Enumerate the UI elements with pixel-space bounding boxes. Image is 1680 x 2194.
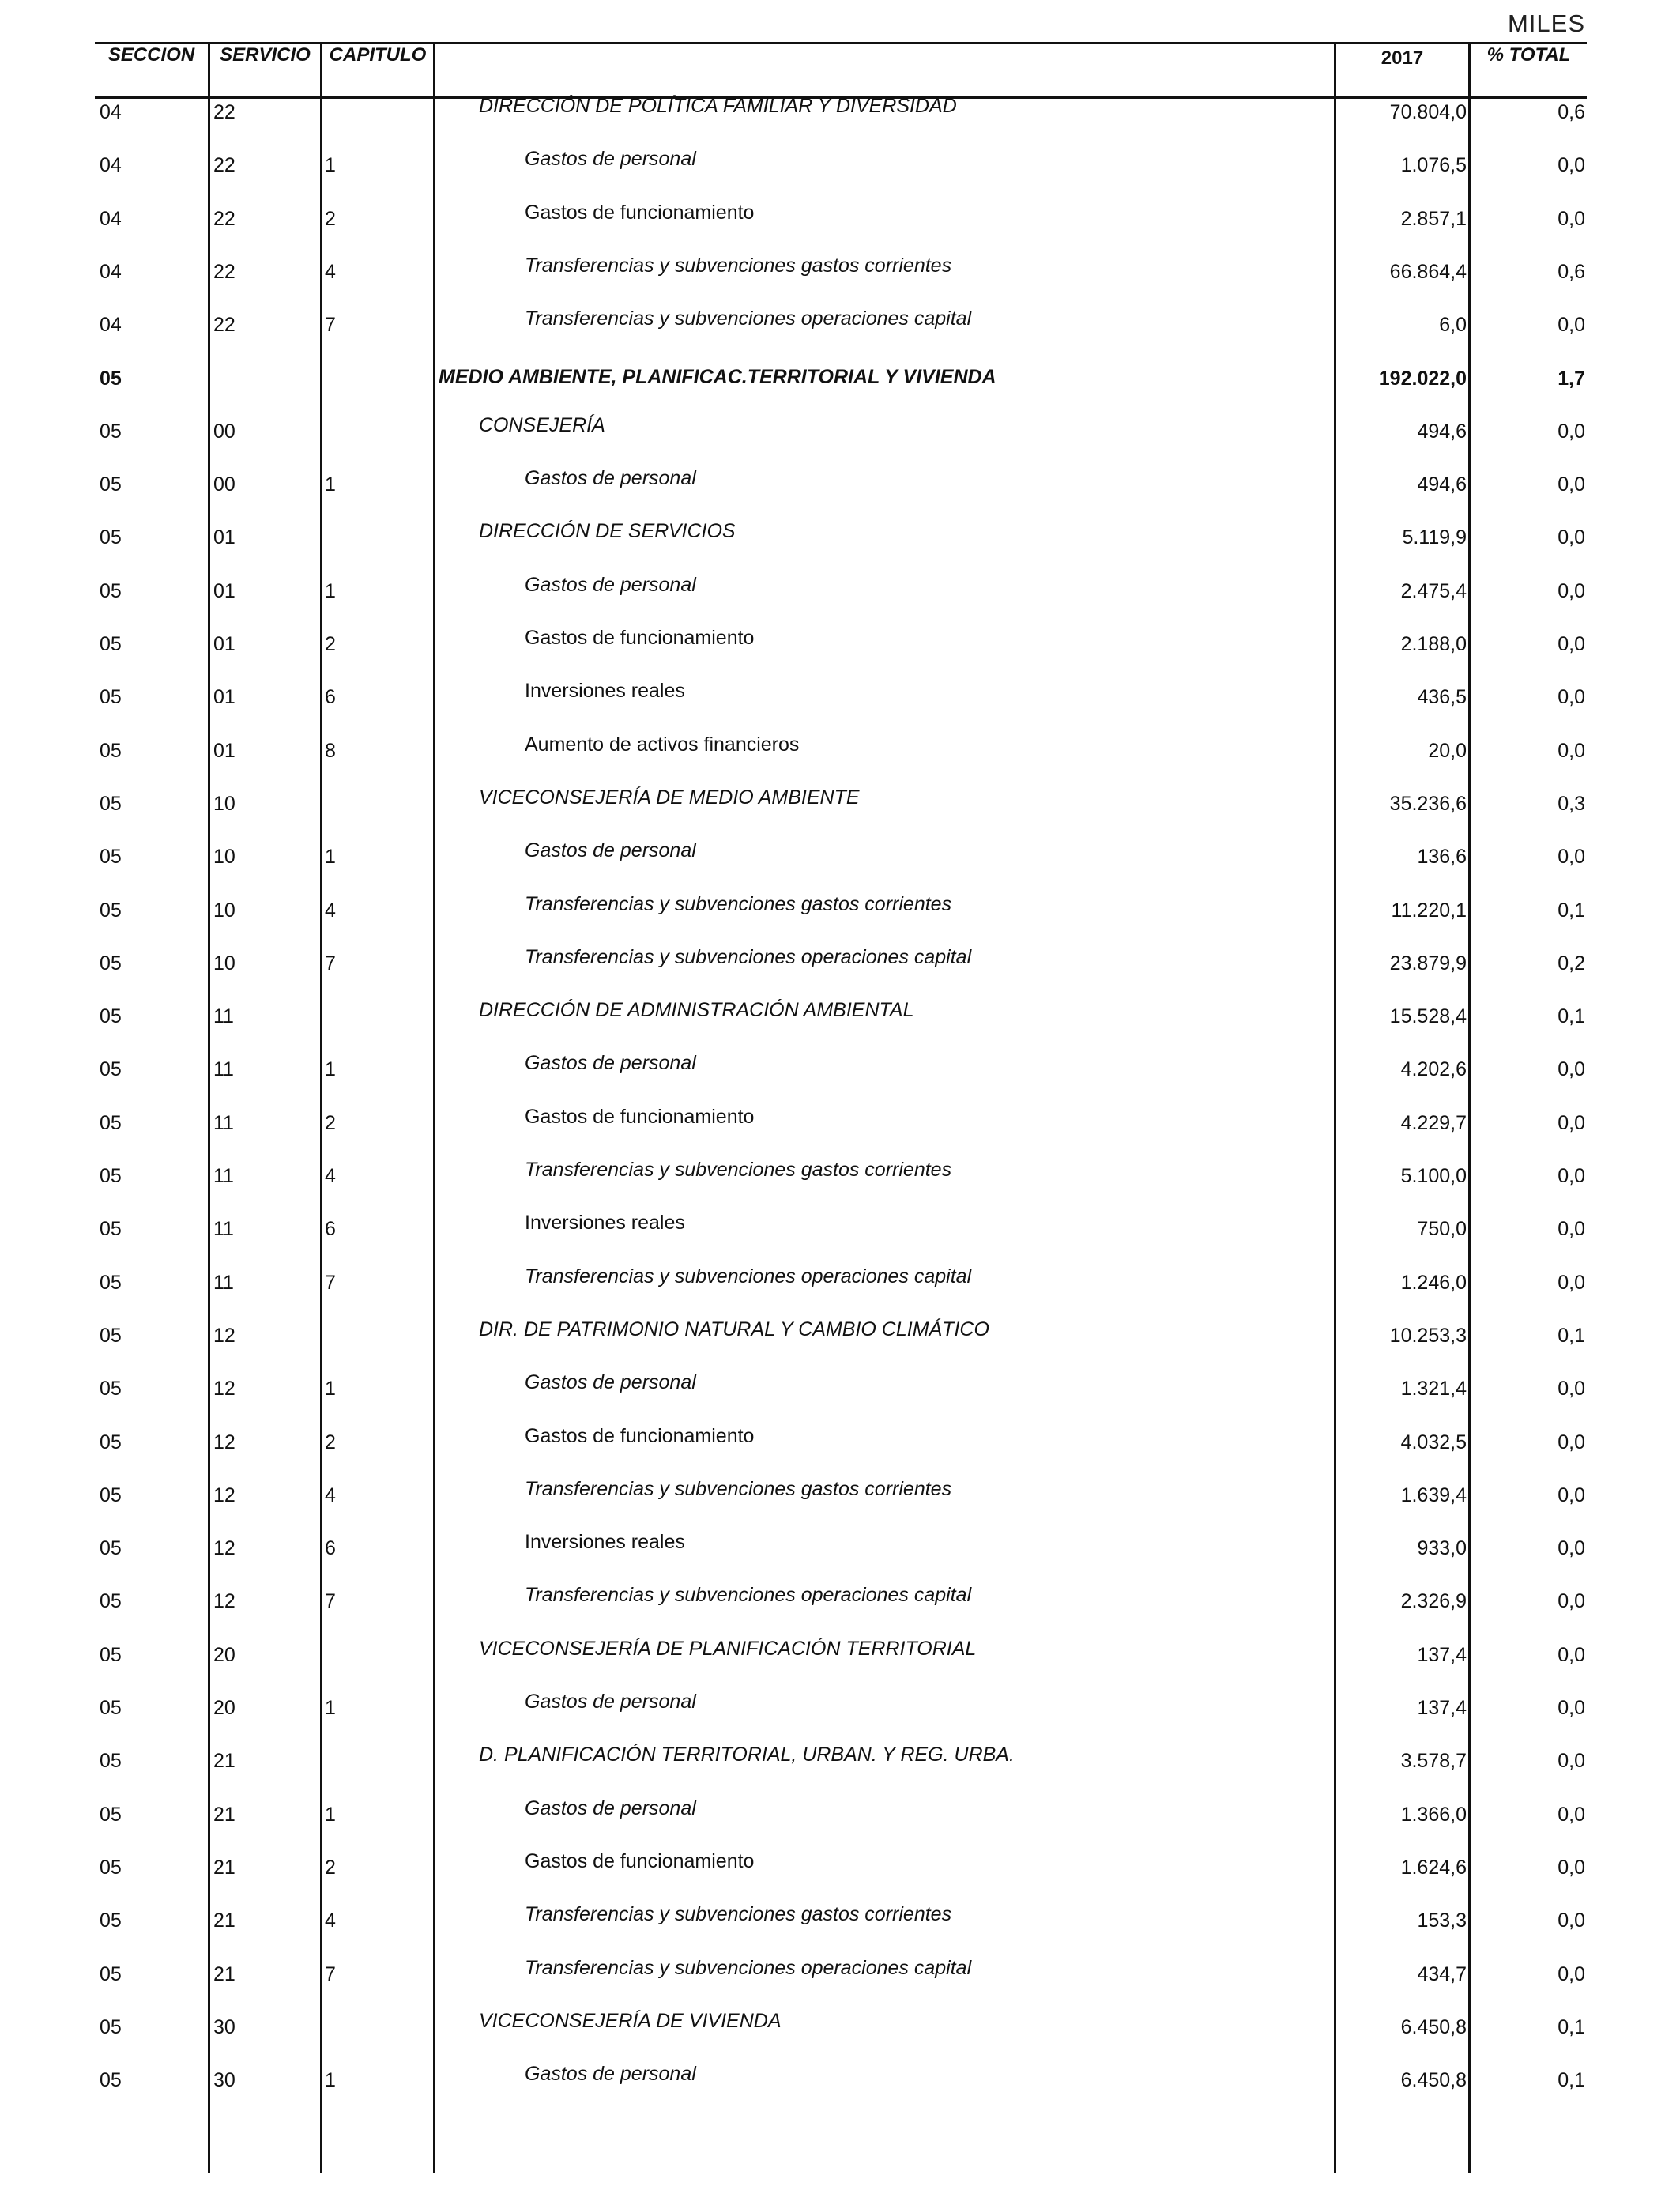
table-row: [0, 1472, 1680, 1525]
servicio-cell: 01: [213, 579, 235, 602]
seccion-cell: 05: [100, 633, 122, 655]
servicio-cell: 12: [213, 1590, 235, 1613]
pct-cell: 0,1: [1558, 1005, 1585, 1028]
description-cell: Gastos de personal: [525, 467, 696, 490]
capitulo-cell: 1: [325, 846, 336, 869]
amount-cell: 2.857,1: [1400, 207, 1467, 230]
amount-cell: 2.326,9: [1400, 1590, 1467, 1613]
table-row: [0, 1365, 1680, 1418]
pct-cell: 0,1: [1558, 899, 1585, 922]
header-capitulo: CAPITULO: [329, 44, 427, 66]
seccion-cell: 05: [100, 1590, 122, 1613]
seccion-cell: 05: [100, 1165, 122, 1187]
pct-cell: 0,0: [1558, 420, 1585, 443]
table-row: [0, 1684, 1680, 1737]
amount-cell: 3.578,7: [1400, 1750, 1467, 1773]
header-year: 2017: [1381, 47, 1424, 69]
seccion-cell: 05: [100, 2069, 122, 2092]
description-cell: Gastos de funcionamiento: [525, 627, 755, 649]
table-row: [0, 1951, 1680, 2004]
header-servicio: SERVICIO: [220, 44, 311, 66]
header-seccion: SECCION: [107, 44, 195, 66]
table-row: [0, 2056, 1680, 2109]
description-cell: VICECONSEJERÍA DE PLANIFICACIÓN TERRITORIAL: [479, 1637, 977, 1660]
amount-cell: 1.246,0: [1400, 1271, 1467, 1294]
amount-cell: 70.804,0: [1389, 101, 1467, 123]
capitulo-cell: 6: [325, 1218, 336, 1241]
seccion-cell: 05: [100, 1483, 122, 1506]
pct-cell: 0,0: [1558, 686, 1585, 709]
table-row: [0, 1525, 1680, 1578]
servicio-cell: 00: [213, 420, 235, 443]
table-row: [0, 2004, 1680, 2056]
capitulo-cell: 2: [325, 207, 336, 230]
capitulo-cell: 6: [325, 1537, 336, 1560]
amount-cell: 153,3: [1417, 1909, 1467, 1932]
capitulo-cell: 4: [325, 1909, 336, 1932]
table-row: [0, 727, 1680, 780]
amount-cell: 66.864,4: [1389, 260, 1467, 283]
description-cell: Gastos de personal: [525, 573, 696, 596]
servicio-cell: 30: [213, 2015, 235, 2038]
pct-cell: 1,7: [1558, 367, 1585, 390]
seccion-cell: 04: [100, 101, 122, 123]
pct-cell: 0,6: [1558, 101, 1585, 123]
description-cell: Gastos de personal: [525, 148, 696, 171]
capitulo-cell: 1: [325, 579, 336, 602]
servicio-cell: 12: [213, 1324, 235, 1347]
seccion-cell: 04: [100, 260, 122, 283]
table-row: [0, 887, 1680, 940]
capitulo-cell: 6: [325, 686, 336, 709]
description-cell: Gastos de funcionamiento: [525, 1424, 755, 1447]
amount-cell: 494,6: [1417, 420, 1467, 443]
description-cell: Gastos de personal: [525, 1052, 696, 1075]
servicio-cell: 22: [213, 101, 235, 123]
servicio-cell: 21: [213, 1909, 235, 1932]
amount-cell: 1.076,5: [1400, 154, 1467, 177]
servicio-cell: 12: [213, 1431, 235, 1453]
pct-cell: 0,0: [1558, 1483, 1585, 1506]
capitulo-cell: 7: [325, 952, 336, 974]
table-row: [0, 248, 1680, 301]
pct-cell: 0,0: [1558, 314, 1585, 337]
capitulo-cell: 1: [325, 2069, 336, 2092]
description-cell: VICECONSEJERÍA DE MEDIO AMBIENTE: [479, 786, 860, 809]
seccion-cell: 05: [100, 1218, 122, 1241]
servicio-cell: 12: [213, 1483, 235, 1506]
table-row: [0, 461, 1680, 514]
servicio-cell: 12: [213, 1537, 235, 1560]
description-cell: Transferencias y subvenciones gastos corrientes: [525, 254, 952, 277]
description-cell: DIR. DE PATRIMONIO NATURAL Y CAMBIO CLIMÁTICO: [479, 1318, 989, 1340]
table-row: [0, 514, 1680, 567]
amount-cell: 750,0: [1417, 1218, 1467, 1241]
description-cell: Gastos de personal: [525, 1371, 696, 1394]
seccion-cell: 05: [100, 1271, 122, 1294]
description-cell: Inversiones reales: [525, 1212, 685, 1235]
amount-cell: 6,0: [1439, 314, 1467, 337]
seccion-cell: 05: [100, 1324, 122, 1347]
seccion-cell: 05: [100, 1643, 122, 1666]
capitulo-cell: 2: [325, 1111, 336, 1134]
capitulo-cell: 7: [325, 314, 336, 337]
seccion-cell: 05: [100, 1005, 122, 1028]
table-row: [0, 1578, 1680, 1630]
table-row: [0, 1099, 1680, 1152]
pct-cell: 0,1: [1558, 2069, 1585, 2092]
capitulo-cell: 1: [325, 1378, 336, 1400]
capitulo-cell: 2: [325, 1856, 336, 1879]
capitulo-cell: 1: [325, 1803, 336, 1826]
description-cell: DIRECCIÓN DE POLÍTICA FAMILIAR Y DIVERSIDAD: [479, 95, 957, 117]
pct-cell: 0,1: [1558, 2015, 1585, 2038]
pct-cell: 0,0: [1558, 1803, 1585, 1826]
table-row: [0, 141, 1680, 194]
servicio-cell: 22: [213, 260, 235, 283]
amount-cell: 10.253,3: [1389, 1324, 1467, 1347]
table-row: [0, 1259, 1680, 1312]
servicio-cell: 10: [213, 792, 235, 815]
seccion-cell: 05: [100, 1058, 122, 1081]
seccion-cell: 05: [100, 1909, 122, 1932]
capitulo-cell: 7: [325, 1962, 336, 1985]
table-row: [0, 1897, 1680, 1950]
description-cell: DIRECCIÓN DE ADMINISTRACIÓN AMBIENTAL: [479, 999, 914, 1022]
seccion-cell: 05: [100, 1856, 122, 1879]
table-row: [0, 1152, 1680, 1205]
seccion-cell: 05: [100, 1803, 122, 1826]
servicio-cell: 01: [213, 633, 235, 655]
table-row: [0, 833, 1680, 886]
table-row: [0, 1631, 1680, 1684]
pct-cell: 0,0: [1558, 1697, 1585, 1719]
pct-cell: 0,0: [1558, 1111, 1585, 1134]
table-row: [0, 1205, 1680, 1258]
amount-cell: 6.450,8: [1400, 2069, 1467, 2092]
description-cell: Transferencias y subvenciones operaciones capital: [525, 307, 972, 330]
servicio-cell: 22: [213, 207, 235, 230]
servicio-cell: 11: [213, 1218, 234, 1241]
pct-cell: 0,0: [1558, 1165, 1585, 1187]
amount-cell: 2.475,4: [1400, 579, 1467, 602]
amount-cell: 23.879,9: [1389, 952, 1467, 974]
amount-cell: 15.528,4: [1389, 1005, 1467, 1028]
pct-cell: 0,0: [1558, 633, 1585, 655]
amount-cell: 4.032,5: [1400, 1431, 1467, 1453]
pct-cell: 0,0: [1558, 154, 1585, 177]
table-row: [0, 940, 1680, 993]
servicio-cell: 01: [213, 739, 235, 762]
seccion-cell: 05: [100, 739, 122, 762]
table-row: [0, 355, 1680, 408]
description-cell: Transferencias y subvenciones operaciones capital: [525, 1584, 972, 1607]
servicio-cell: 11: [213, 1111, 234, 1134]
amount-cell: 436,5: [1417, 686, 1467, 709]
seccion-cell: 05: [100, 579, 122, 602]
units-label: MILES: [1507, 9, 1585, 37]
amount-cell: 2.188,0: [1400, 633, 1467, 655]
pct-cell: 0,0: [1558, 207, 1585, 230]
servicio-cell: 21: [213, 1962, 235, 1985]
description-cell: Gastos de personal: [525, 839, 696, 862]
servicio-cell: 01: [213, 686, 235, 709]
capitulo-cell: 1: [325, 154, 336, 177]
capitulo-cell: 2: [325, 1431, 336, 1453]
amount-cell: 5.119,9: [1402, 526, 1467, 549]
servicio-cell: 11: [213, 1058, 234, 1081]
amount-cell: 5.100,0: [1400, 1165, 1467, 1187]
servicio-cell: 22: [213, 314, 235, 337]
amount-cell: 494,6: [1417, 473, 1467, 496]
pct-cell: 0,0: [1558, 846, 1585, 869]
pct-cell: 0,0: [1558, 1537, 1585, 1560]
seccion-cell: 05: [100, 1537, 122, 1560]
description-cell: DIRECCIÓN DE SERVICIOS: [479, 520, 736, 543]
description-cell: Inversiones reales: [525, 680, 685, 703]
seccion-cell: 05: [100, 2015, 122, 2038]
table-row: [0, 195, 1680, 248]
pct-cell: 0,0: [1558, 1058, 1585, 1081]
pct-cell: 0,6: [1558, 260, 1585, 283]
servicio-cell: 00: [213, 473, 235, 496]
seccion-cell: 05: [100, 846, 122, 869]
servicio-cell: 10: [213, 846, 235, 869]
capitulo-cell: 1: [325, 1697, 336, 1719]
table-row: [0, 620, 1680, 673]
amount-cell: 4.202,6: [1400, 1058, 1467, 1081]
description-cell: Transferencias y subvenciones operaciones capital: [525, 1265, 972, 1287]
amount-cell: 4.229,7: [1400, 1111, 1467, 1134]
seccion-cell: 05: [100, 1111, 122, 1134]
servicio-cell: 10: [213, 952, 235, 974]
table-row: [0, 301, 1680, 354]
capitulo-cell: 4: [325, 899, 336, 922]
table-row: [0, 1791, 1680, 1844]
capitulo-cell: 7: [325, 1271, 336, 1294]
table-row: [0, 673, 1680, 726]
table-row: [0, 1419, 1680, 1472]
amount-cell: 933,0: [1417, 1537, 1467, 1560]
description-cell: VICECONSEJERÍA DE VIVIENDA: [479, 2009, 782, 2032]
amount-cell: 136,6: [1417, 846, 1467, 869]
amount-cell: 35.236,6: [1389, 792, 1467, 815]
amount-cell: 434,7: [1417, 1962, 1467, 1985]
seccion-cell: 05: [100, 473, 122, 496]
servicio-cell: 12: [213, 1378, 235, 1400]
pct-cell: 0,0: [1558, 1856, 1585, 1879]
seccion-cell: 05: [100, 526, 122, 549]
amount-cell: 1.639,4: [1400, 1483, 1467, 1506]
table-row: [0, 780, 1680, 833]
amount-cell: 1.624,6: [1400, 1856, 1467, 1879]
servicio-cell: 21: [213, 1856, 235, 1879]
description-cell: Gastos de funcionamiento: [525, 1105, 755, 1128]
description-cell: Gastos de personal: [525, 1796, 696, 1819]
servicio-cell: 30: [213, 2069, 235, 2092]
seccion-cell: 05: [100, 899, 122, 922]
servicio-cell: 21: [213, 1803, 235, 1826]
seccion-cell: 05: [100, 1697, 122, 1719]
amount-cell: 137,4: [1417, 1643, 1467, 1666]
servicio-cell: 11: [213, 1271, 234, 1294]
description-cell: Inversiones reales: [525, 1531, 685, 1554]
servicio-cell: 20: [213, 1697, 235, 1719]
description-cell: Gastos de personal: [525, 2063, 696, 2086]
pct-cell: 0,0: [1558, 1750, 1585, 1773]
amount-cell: 11.220,1: [1391, 899, 1467, 922]
amount-cell: 192.022,0: [1378, 367, 1467, 390]
description-cell: Gastos de funcionamiento: [525, 201, 755, 224]
pct-cell: 0,0: [1558, 1643, 1585, 1666]
table-row: [0, 1046, 1680, 1099]
capitulo-cell: 4: [325, 1165, 336, 1187]
servicio-cell: 11: [213, 1005, 234, 1028]
header-pct-total: % TOTAL: [1486, 44, 1571, 66]
seccion-cell: 04: [100, 314, 122, 337]
pct-cell: 0,0: [1558, 1378, 1585, 1400]
description-cell: D. PLANIFICACIÓN TERRITORIAL, URBAN. Y REG. URBA.: [479, 1744, 1015, 1766]
amount-cell: 6.450,8: [1400, 2015, 1467, 2038]
description-cell: Gastos de funcionamiento: [525, 1849, 755, 1872]
capitulo-cell: 1: [325, 473, 336, 496]
pct-cell: 0,0: [1558, 1962, 1585, 1985]
description-cell: Aumento de activos financieros: [525, 733, 800, 756]
seccion-cell: 04: [100, 207, 122, 230]
seccion-cell: 05: [100, 420, 122, 443]
seccion-cell: 05: [100, 1378, 122, 1400]
seccion-cell: 05: [100, 952, 122, 974]
capitulo-cell: 4: [325, 1483, 336, 1506]
description-cell: Transferencias y subvenciones gastos corrientes: [525, 1477, 952, 1500]
pct-cell: 0,0: [1558, 1909, 1585, 1932]
amount-cell: 1.366,0: [1400, 1803, 1467, 1826]
pct-cell: 0,0: [1558, 739, 1585, 762]
capitulo-cell: 7: [325, 1590, 336, 1613]
pct-cell: 0,1: [1558, 1324, 1585, 1347]
description-cell: Transferencias y subvenciones gastos corrientes: [525, 1903, 952, 1926]
table-row: [0, 1737, 1680, 1790]
seccion-cell: 05: [100, 1750, 122, 1773]
table-row: [0, 993, 1680, 1046]
seccion-cell: 05: [100, 792, 122, 815]
pct-cell: 0,0: [1558, 579, 1585, 602]
servicio-cell: 20: [213, 1643, 235, 1666]
table-row: [0, 1312, 1680, 1365]
pct-cell: 0,0: [1558, 1218, 1585, 1241]
servicio-cell: 10: [213, 899, 235, 922]
seccion-cell: 05: [100, 1431, 122, 1453]
capitulo-cell: 8: [325, 739, 336, 762]
capitulo-cell: 2: [325, 633, 336, 655]
pct-cell: 0,3: [1558, 792, 1585, 815]
table-row: [0, 1844, 1680, 1897]
pct-cell: 0,2: [1558, 952, 1585, 974]
amount-cell: 20,0: [1428, 739, 1467, 762]
table-row: [0, 89, 1680, 141]
description-cell: MEDIO AMBIENTE, PLANIFICAC.TERRITORIAL Y VIVIENDA: [439, 365, 996, 388]
capitulo-cell: 1: [325, 1058, 336, 1081]
description-cell: Gastos de personal: [525, 1691, 696, 1713]
pct-cell: 0,0: [1558, 1431, 1585, 1453]
servicio-cell: 22: [213, 154, 235, 177]
description-cell: Transferencias y subvenciones gastos corrientes: [525, 1159, 952, 1181]
seccion-cell: 05: [100, 1962, 122, 1985]
amount-cell: 137,4: [1417, 1697, 1467, 1719]
pct-cell: 0,0: [1558, 473, 1585, 496]
description-cell: Transferencias y subvenciones gastos corrientes: [525, 892, 952, 915]
description-cell: CONSEJERÍA: [479, 413, 605, 436]
description-cell: Transferencias y subvenciones operaciones capital: [525, 1956, 972, 1979]
description-cell: Transferencias y subvenciones operaciones capital: [525, 945, 972, 968]
seccion-cell: 04: [100, 154, 122, 177]
pct-cell: 0,0: [1558, 1271, 1585, 1294]
pct-cell: 0,0: [1558, 1590, 1585, 1613]
seccion-cell: 05: [100, 686, 122, 709]
servicio-cell: 11: [213, 1165, 234, 1187]
seccion-cell: 05: [100, 367, 122, 390]
table-row: [0, 408, 1680, 461]
servicio-cell: 21: [213, 1750, 235, 1773]
amount-cell: 1.321,4: [1400, 1378, 1467, 1400]
capitulo-cell: 4: [325, 260, 336, 283]
servicio-cell: 01: [213, 526, 235, 549]
table-row: [0, 567, 1680, 620]
pct-cell: 0,0: [1558, 526, 1585, 549]
